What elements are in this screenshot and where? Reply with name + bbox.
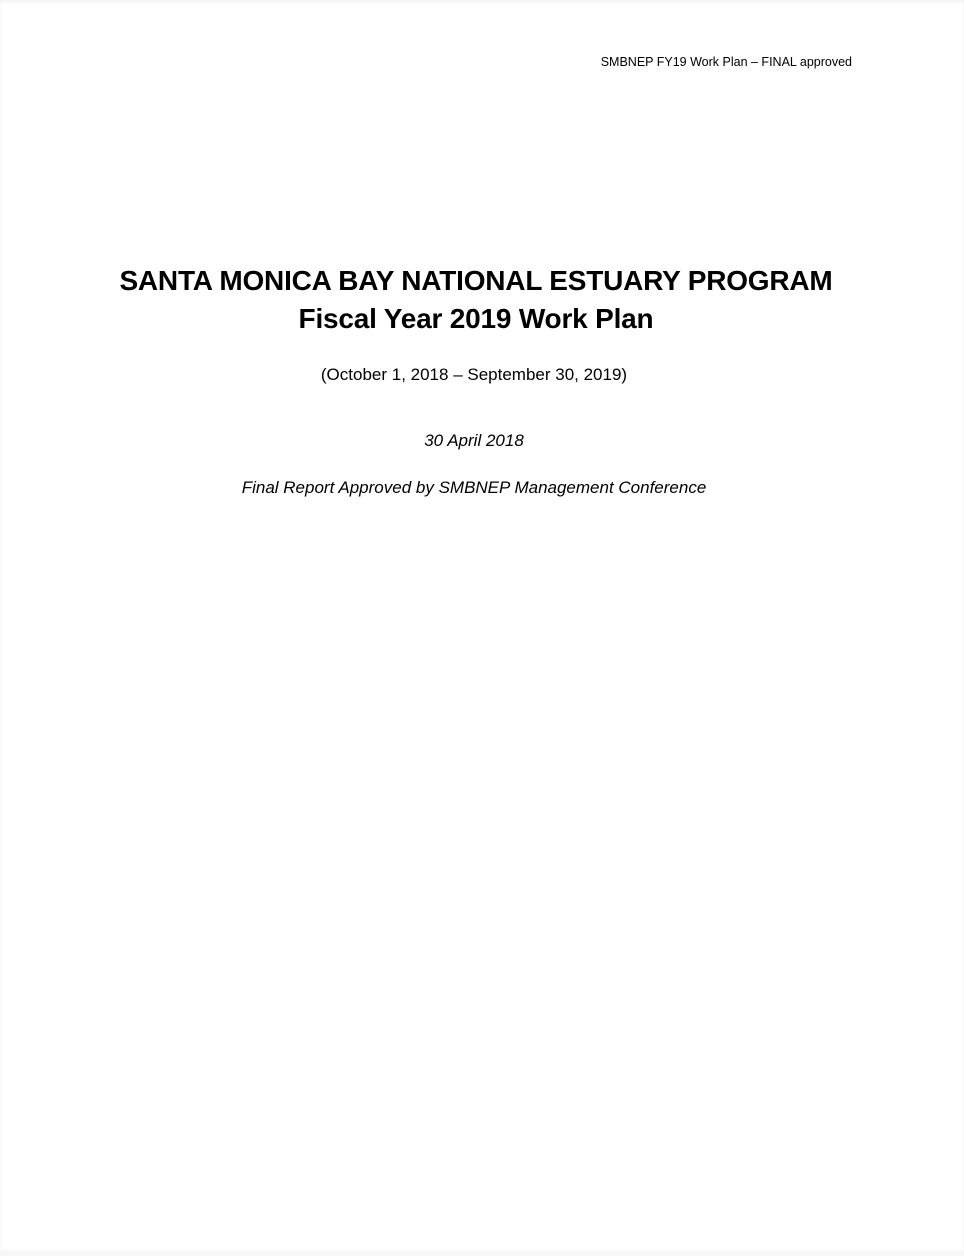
page-bottom-edge: [0, 1250, 964, 1256]
document-date: 30 April 2018: [424, 431, 524, 450]
running-header: SMBNEP FY19 Work Plan – FINAL approved: [600, 55, 852, 69]
work-plan-title: Fiscal Year 2019 Work Plan: [298, 303, 654, 334]
program-title: SANTA MONICA BAY NATIONAL ESTUARY PROGRAM: [119, 265, 833, 296]
fiscal-period: (October 1, 2018 – September 30, 2019): [320, 365, 628, 384]
title-block: [0, 262, 964, 338]
approval-statement: Final Report Approved by SMBNEP Management Conference: [241, 478, 707, 497]
